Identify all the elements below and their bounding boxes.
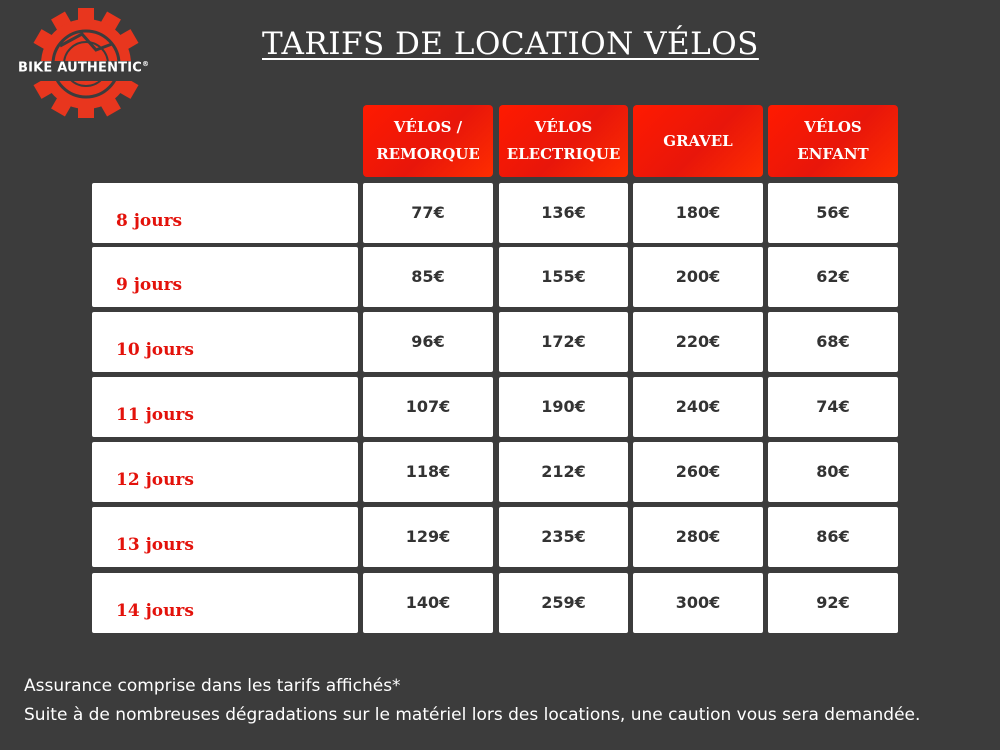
price-cell (633, 377, 763, 437)
price-cell (363, 507, 493, 567)
price-value: 300€ (675, 593, 721, 612)
price-cell (363, 442, 493, 502)
price-cell (633, 183, 763, 243)
column-header-line: VÉLOS / (393, 118, 463, 136)
price-value: 220€ (675, 332, 721, 351)
price-cell (363, 573, 493, 633)
price-value: 190€ (541, 397, 586, 416)
price-cell (633, 507, 763, 567)
price-value: 129€ (405, 527, 451, 546)
price-cell (768, 507, 898, 567)
price-cell (633, 312, 763, 372)
price-cell (499, 442, 628, 502)
price-cell (633, 573, 763, 633)
row-label: 9 jours (92, 247, 358, 307)
price-value: 74€ (816, 397, 850, 416)
price-cell (363, 312, 493, 372)
column-header-gravel (633, 105, 763, 177)
price-value: 107€ (405, 397, 451, 416)
price-value: 140€ (405, 593, 451, 612)
row-label: 14 jours (92, 573, 358, 633)
price-value: 212€ (541, 462, 586, 481)
price-cell (499, 573, 628, 633)
price-cell (499, 183, 628, 243)
price-value: 96€ (411, 332, 445, 351)
price-value: 85€ (411, 267, 445, 286)
row-label: 13 jours (92, 507, 358, 567)
price-value: 136€ (541, 203, 586, 222)
price-cell (768, 183, 898, 243)
price-cell (363, 377, 493, 437)
row-label: 10 jours (92, 312, 358, 372)
price-cell (499, 247, 628, 307)
price-value: 92€ (816, 593, 850, 612)
row-label: 12 jours (92, 442, 358, 502)
price-cell (499, 377, 628, 437)
column-header-velos-remorque (363, 105, 493, 177)
price-value: 172€ (541, 332, 586, 351)
price-value: 86€ (816, 527, 850, 546)
page-title: TARIFS DE LOCATION VÉLOS (262, 26, 759, 62)
price-value: 118€ (405, 462, 451, 481)
price-cell (768, 312, 898, 372)
price-cell (768, 573, 898, 633)
column-header-line: ENFANT (797, 145, 869, 163)
insurance-note: Assurance comprise dans les tarifs affichés* (24, 676, 401, 696)
price-cell (499, 507, 628, 567)
column-header-line: VÉLOS (534, 118, 593, 136)
price-value: 235€ (541, 527, 586, 546)
price-value: 77€ (411, 203, 445, 222)
column-header-velos-electrique (499, 105, 628, 177)
price-cell (499, 312, 628, 372)
price-value: 180€ (675, 203, 721, 222)
price-cell (363, 183, 493, 243)
price-cell (633, 247, 763, 307)
price-cell (768, 377, 898, 437)
price-value: 240€ (675, 397, 721, 416)
price-value: 62€ (816, 267, 850, 286)
price-value: 56€ (816, 203, 850, 222)
price-value: 260€ (675, 462, 721, 481)
column-header-line: ELECTRIQUE (506, 145, 621, 163)
price-value: 80€ (816, 462, 850, 481)
column-header-line: REMORQUE (376, 145, 480, 163)
column-header-velos-enfant (768, 105, 898, 177)
price-value: 259€ (541, 593, 586, 612)
column-header-line: VÉLOS (804, 118, 862, 136)
price-cell (363, 247, 493, 307)
price-cell (768, 247, 898, 307)
brand-name: BIKE AUTHENTIC® (18, 60, 150, 76)
price-value: 155€ (541, 267, 586, 286)
price-value: 68€ (816, 332, 850, 351)
deposit-note: Suite à de nombreuses dégradations sur le matériel lors des locations, une caution vous sera demandée. (24, 705, 921, 725)
price-cell (633, 442, 763, 502)
footer-notes (24, 672, 920, 730)
row-label: 11 jours (92, 377, 358, 437)
price-cell (768, 442, 898, 502)
price-value: 200€ (675, 267, 721, 286)
row-label: 8 jours (92, 183, 358, 243)
price-value: 280€ (675, 527, 721, 546)
column-header-line: GRAVEL (663, 131, 733, 150)
